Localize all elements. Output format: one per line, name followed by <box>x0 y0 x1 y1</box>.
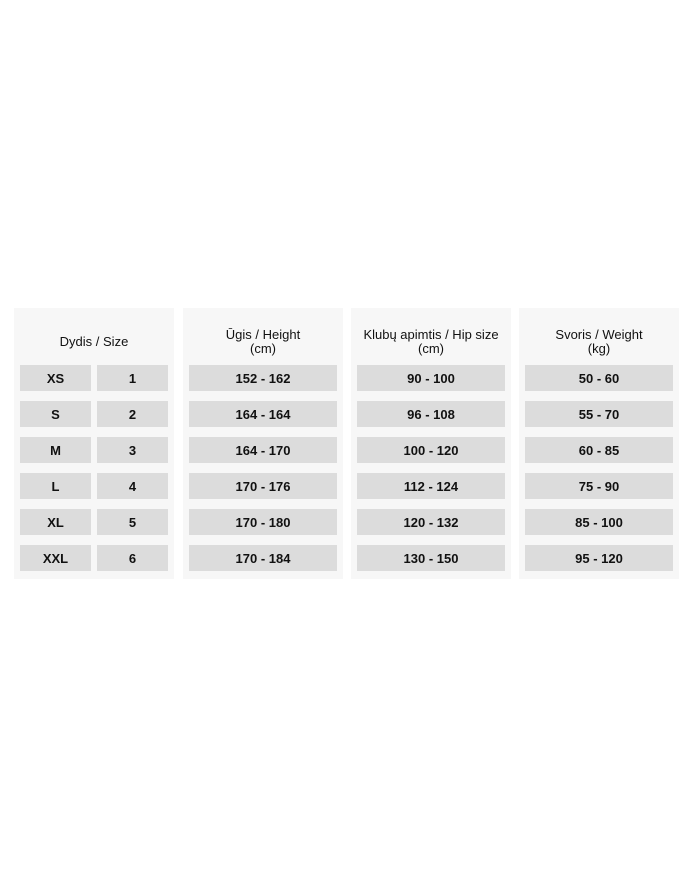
size-label-cell: XS <box>20 365 91 391</box>
size-column-header <box>14 322 174 362</box>
hip-cell: 90 - 100 <box>357 365 505 391</box>
weight-column-header <box>519 322 679 362</box>
weight-cell: 60 - 85 <box>525 437 673 463</box>
size-column <box>14 308 174 579</box>
size-number-cell: 5 <box>97 509 168 535</box>
size-label-cell: XXL <box>20 545 91 571</box>
height-cell: 170 - 176 <box>189 473 337 499</box>
hip-cell: 130 - 150 <box>357 545 505 571</box>
height-header-unit: (cm) <box>250 341 276 356</box>
size-number-cell: 1 <box>97 365 168 391</box>
size-number-cell: 6 <box>97 545 168 571</box>
size-label-cell: S <box>20 401 91 427</box>
weight-cell: 75 - 90 <box>525 473 673 499</box>
size-number-cell: 4 <box>97 473 168 499</box>
height-cell: 164 - 170 <box>189 437 337 463</box>
weight-cell: 55 - 70 <box>525 401 673 427</box>
size-label-cell: XL <box>20 509 91 535</box>
height-cell: 152 - 162 <box>189 365 337 391</box>
size-label-cell: L <box>20 473 91 499</box>
size-number-cell: 3 <box>97 437 168 463</box>
height-column-header <box>183 322 343 362</box>
weight-cell: 85 - 100 <box>525 509 673 535</box>
weight-column <box>519 308 679 579</box>
weight-cell: 95 - 120 <box>525 545 673 571</box>
hip-column <box>351 308 511 579</box>
size-number-cell: 2 <box>97 401 168 427</box>
hip-cell: 112 - 124 <box>357 473 505 499</box>
weight-header-title: Svoris / Weight <box>555 327 643 342</box>
height-header-title: Ūgis / Height <box>225 327 301 342</box>
height-cell: 164 - 164 <box>189 401 337 427</box>
hip-cell: 100 - 120 <box>357 437 505 463</box>
height-column <box>183 308 343 579</box>
hip-column-header <box>351 322 511 362</box>
height-cell: 170 - 180 <box>189 509 337 535</box>
size-label-cell: M <box>20 437 91 463</box>
weight-header-unit: (kg) <box>587 341 611 356</box>
hip-cell: 96 - 108 <box>357 401 505 427</box>
weight-cell: 50 - 60 <box>525 365 673 391</box>
hip-header-title: Klubų apimtis / Hip size <box>363 327 499 342</box>
size-header-line: Dydis / Size <box>59 334 129 349</box>
height-cell: 170 - 184 <box>189 545 337 571</box>
hip-cell: 120 - 132 <box>357 509 505 535</box>
hip-header-unit: (cm) <box>418 341 444 356</box>
